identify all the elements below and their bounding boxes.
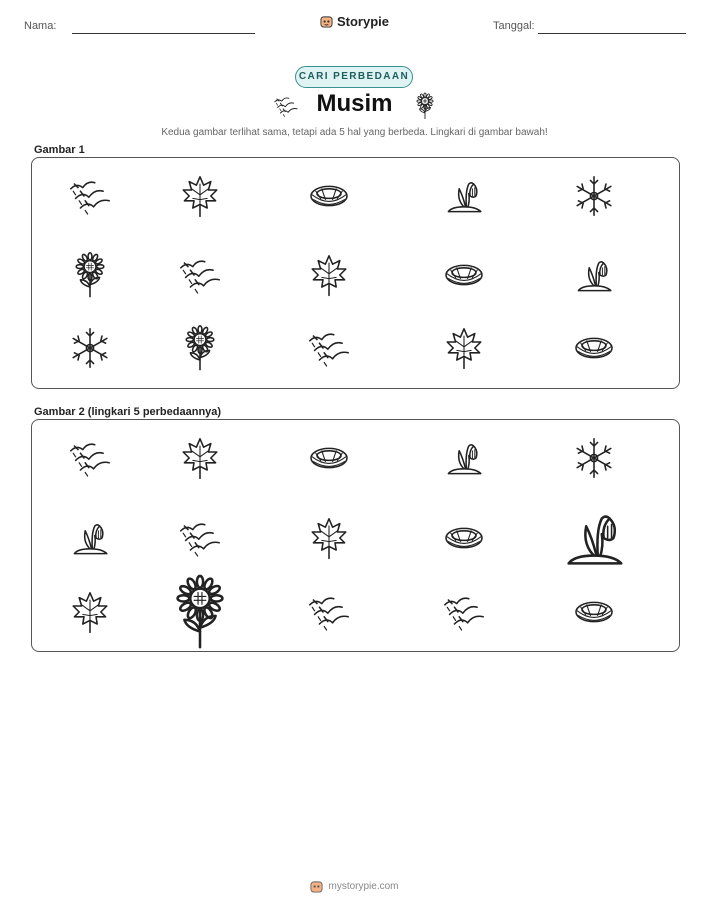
date-line[interactable] — [538, 33, 686, 34]
snowflake-icon[interactable] — [570, 434, 618, 482]
sunflower-icon — [66, 251, 114, 299]
maple-leaf-icon — [176, 172, 224, 220]
footer — [0, 880, 709, 896]
brand — [0, 14, 709, 33]
page-title: Musim — [316, 90, 393, 117]
birds-icon[interactable] — [305, 588, 353, 636]
snowdrop-icon[interactable] — [440, 434, 488, 482]
nest-icon — [440, 251, 488, 299]
picture2-panel[interactable] — [31, 419, 680, 652]
name-line[interactable] — [72, 33, 255, 34]
birds-icon — [305, 324, 353, 372]
activity-badge: CARI PERBEDAAN — [295, 66, 413, 88]
maple-leaf-icon — [440, 324, 488, 372]
nest-icon — [570, 324, 618, 372]
nest-icon[interactable] — [305, 434, 353, 482]
birds-icon — [176, 251, 224, 299]
snowdrop-icon — [440, 172, 488, 220]
nest-icon[interactable] — [440, 514, 488, 562]
snowdrop-icon[interactable] — [66, 514, 114, 562]
birds-icon[interactable] — [440, 588, 488, 636]
footer-url: mystorypie.com — [328, 881, 399, 892]
maple-leaf-icon — [305, 251, 353, 299]
maple-leaf-icon[interactable] — [176, 434, 224, 482]
sunflower-icon — [411, 92, 439, 120]
birds-icon — [66, 172, 114, 220]
snowflake-icon — [570, 172, 618, 220]
birds-icon[interactable] — [176, 514, 224, 562]
snowdrop-icon — [570, 251, 618, 299]
storypie-logo-icon — [310, 880, 323, 893]
instructions: Kedua gambar terlihat sama, tetapi ada 5 hal yang berbeda. Lingkari di gambar bawah! — [161, 127, 548, 138]
storypie-logo-icon — [320, 15, 333, 28]
nest-icon[interactable] — [570, 588, 618, 636]
snowdrop-icon[interactable] — [555, 499, 633, 577]
picture2-label: Gambar 2 (lingkari 5 perbedaannya) — [34, 406, 222, 418]
nest-icon — [305, 172, 353, 220]
date-label: Tanggal: — [493, 20, 535, 32]
birds-icon[interactable] — [66, 434, 114, 482]
brand-name: Storypie — [336, 14, 389, 29]
snowflake-icon — [66, 324, 114, 372]
picture1-label: Gambar 1 — [34, 144, 85, 156]
sunflower-icon[interactable] — [161, 573, 239, 651]
sunflower-icon — [176, 324, 224, 372]
picture1-panel — [31, 157, 680, 389]
name-label: Nama: — [24, 20, 57, 32]
maple-leaf-icon[interactable] — [305, 514, 353, 562]
maple-leaf-icon[interactable] — [66, 588, 114, 636]
